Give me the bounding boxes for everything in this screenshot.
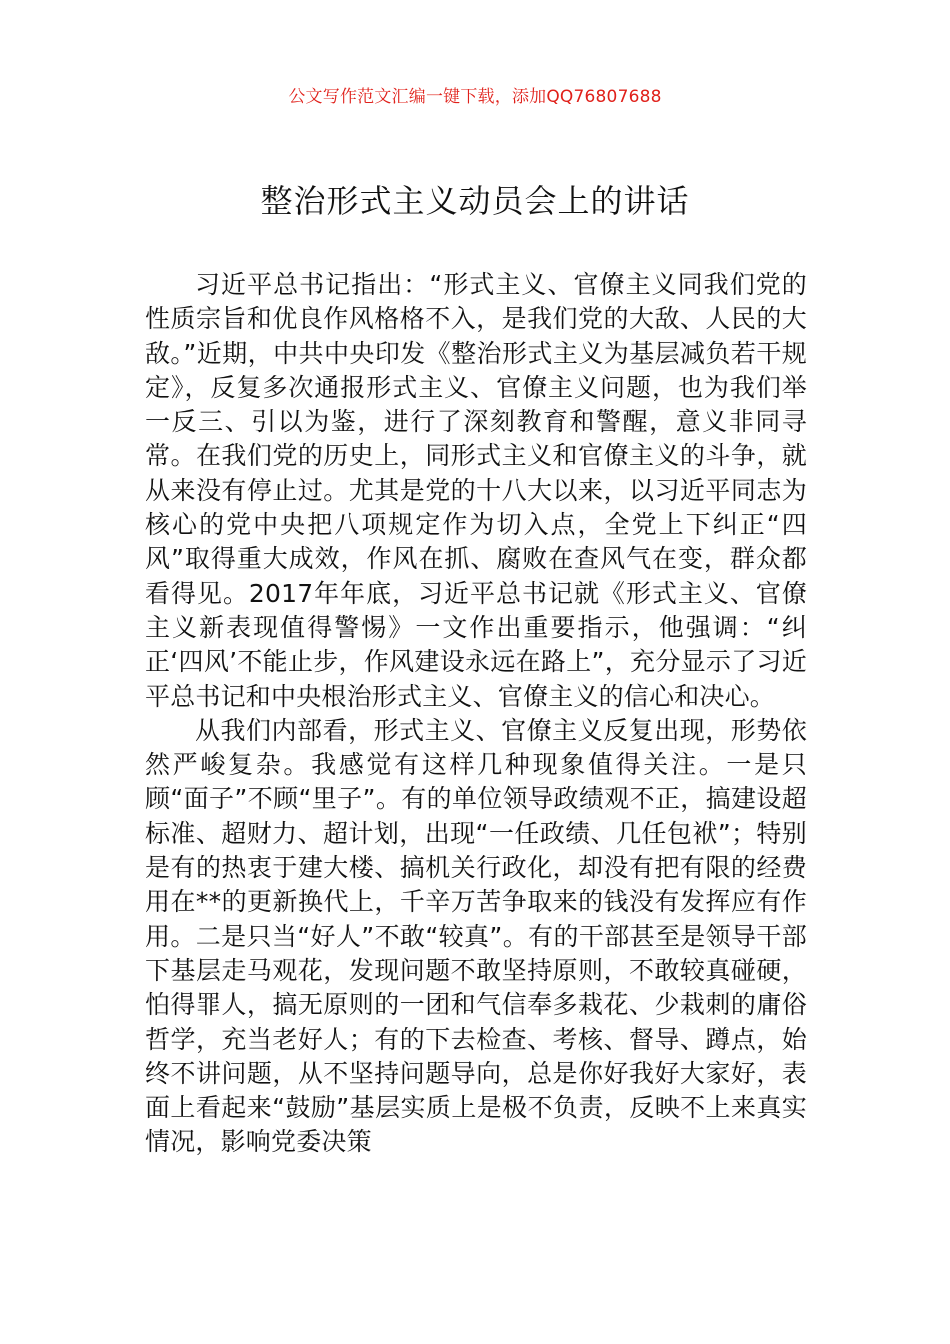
document-body — [145, 268, 807, 1160]
download-banner: 公文写作范文汇编一键下载，添加QQ76807688 — [288, 87, 662, 107]
body-paragraph: 习近平总书记指出：“形式主义、官僚主义同我们党的性质宗旨和优良作风格格不入，是我们党的大敌、人民的大敌。”近期，中共中央印发《整治形式主义为基层减负若干规定》，反复多次通报形式主义、官僚主义问题，也为我们举一反三、引以为鉴，进行了深刻教育和警醒，意义非同寻常。在我们党的历史上，同形式主义和官僚主义的斗争，就从来没有停止过。尤其是党的十八大以来，以习近平同志为核心的党中央把八项规定作为切入点，全党上下纠正“四风”取得重大成效，作风在抓、腐败在查风气在变，群众都看得见。2017年年底，习近平总书记就《形式主义、官僚主义新表现值得警惕》一文作出重要指示，他强调：“纠正‘四风’不能止步，作风建设永远在路上”，充分显示了习近平总书记和中央根治形式主义、官僚主义的信心和决心。 — [145, 270, 807, 711]
document-title: 整治形式主义动员会上的讲话 — [260, 182, 690, 220]
body-paragraph: 从我们内部看，形式主义、官僚主义反复出现，形势依然严峻复杂。我感觉有这样几种现象值得关注。一是只顾“面子”不顾“里子”。有的单位领导政绩观不正，搞建设超标准、超财力、超计划，出现“一任政绩、几任包袱”；特别是有的热衷于建大楼、搞机关行政化，却没有把有限的经费用在**的更新换代上，千辛万苦争取来的钱没有发挥应有作用。二是只当“好人”不敢“较真”。有的干部甚至是领导干部下基层走马观花，发现问题不敢坚持原则，不敢较真碰硬，怕得罪人，搞无原则的一团和气信奉多栽花、少栽刺的庸俗哲学，充当老好人；有的下去检查、考核、督导、蹲点，始终不讲问题，从不坚持问题导向，总是你好我好大家好，表面上看起来“鼓励”基层实质上是极不负责，反映不上来真实情况，影响党委决策 — [145, 715, 807, 1157]
